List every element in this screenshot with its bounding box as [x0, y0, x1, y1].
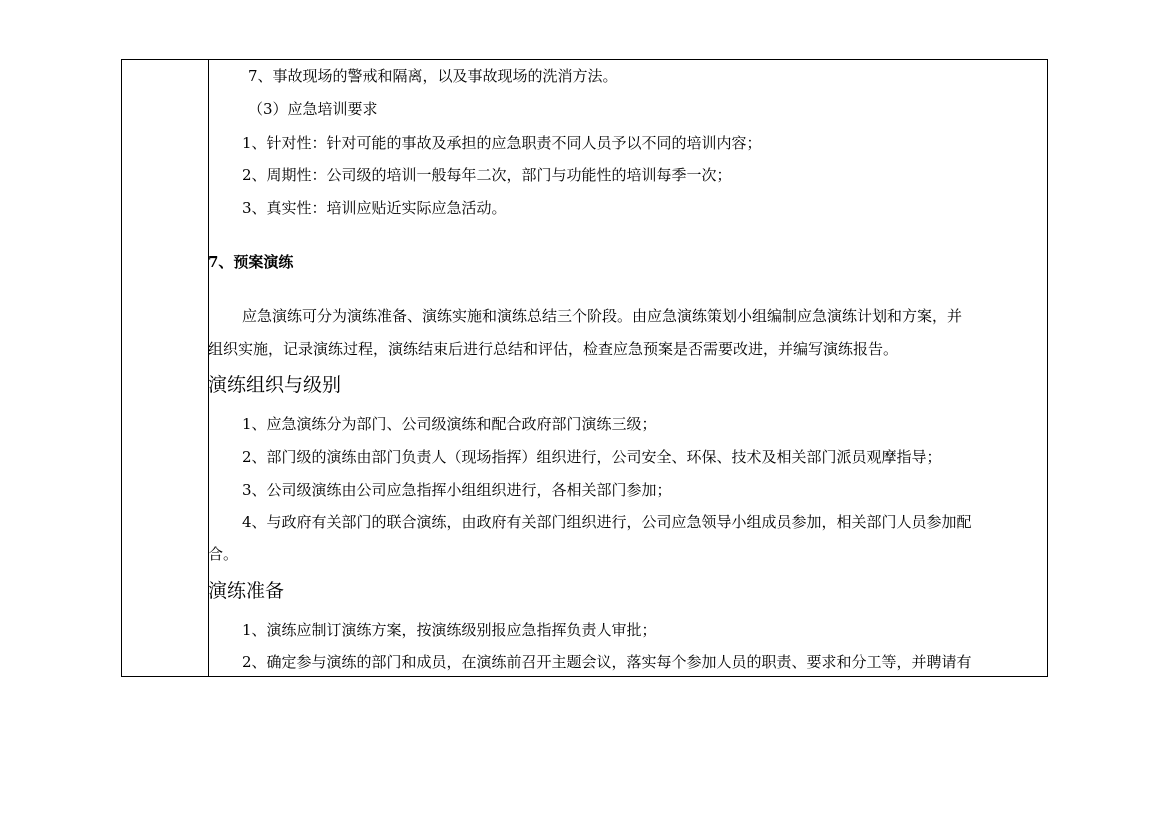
drill-level-item-4-line-2: 合。 — [208, 545, 239, 563]
training-requirement-2: 2、周期性：公司级的培训一般每年二次，部门与功能性的培训每季一次； — [242, 166, 732, 184]
drill-intro-line-2: 组织实施，记录演练过程，演练结束后进行总结和评估，检查应急预案是否需要改进，并编写演练报告。 — [208, 340, 899, 358]
drill-level-item-3: 3、公司级演练由公司应急指挥小组组织进行，各相关部门参加； — [242, 481, 672, 499]
drill-level-item-2: 2、部门级的演练由部门负责人（现场指挥）组织进行，公司安全、环保、技术及相关部门派员观摩指导； — [242, 448, 942, 466]
drill-prep-item-2: 2、确定参与演练的部门和成员，在演练前召开主题会议，落实每个参加人员的职责、要求和分工等，并聘请有 — [242, 653, 972, 671]
drill-intro-line-1: 应急演练可分为演练准备、演练实施和演练总结三个阶段。由应急演练策划小组编制应急演练计划和方案，并 — [242, 307, 963, 325]
drill-prep-item-1: 1、演练应制订演练方案，按演练级别报应急指挥负责人审批； — [242, 621, 657, 639]
drill-level-item-1: 1、应急演练分为部门、公司级演练和配合政府部门演练三级； — [242, 415, 657, 433]
drill-prep-heading: 演练准备 — [208, 580, 285, 602]
drill-section-heading: 7、预案演练 — [208, 253, 294, 271]
training-requirement-1: 1、针对性：针对可能的事故及承担的应急职责不同人员予以不同的培训内容； — [242, 134, 762, 152]
content-cell — [208, 59, 1048, 677]
drill-levels-heading: 演练组织与级别 — [208, 374, 342, 396]
training-requirement-3: 3、真实性：培训应贴近实际应急活动。 — [242, 199, 507, 217]
drill-level-item-4-line-1: 4、与政府有关部门的联合演练，由政府有关部门组织进行，公司应急领导小组成员参加，相关部门人员参加配 — [242, 513, 972, 531]
training-requirements-subheading: （3）应急培训要求 — [248, 100, 378, 118]
training-item-7: 7、事故现场的警戒和隔离，以及事故现场的洗消方法。 — [248, 67, 618, 85]
